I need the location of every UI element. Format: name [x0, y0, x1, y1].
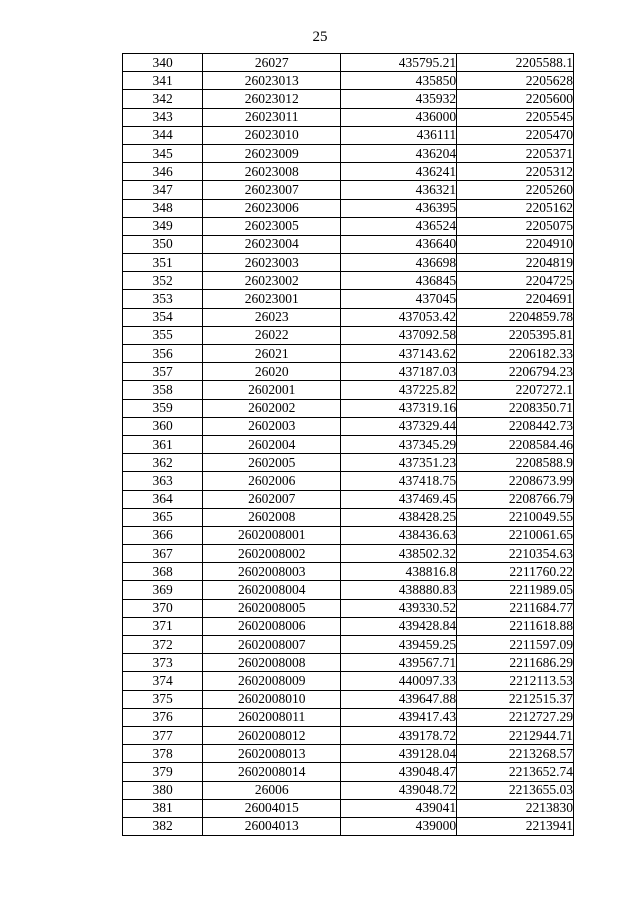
point-id-cell: 2602008003: [203, 563, 341, 581]
point-id-cell: 2602008006: [203, 617, 341, 635]
x-coordinate-cell: 439647.88: [341, 690, 457, 708]
point-id-cell: 26027: [203, 54, 341, 72]
x-coordinate-cell: 437225.82: [341, 381, 457, 399]
point-id-cell: 2602008002: [203, 545, 341, 563]
x-coordinate-cell: 436241: [341, 163, 457, 181]
table-row: [123, 144, 574, 162]
x-coordinate-cell: 439330.52: [341, 599, 457, 617]
point-id-cell: 26023003: [203, 254, 341, 272]
y-coordinate-cell: 2205545: [457, 108, 574, 126]
table-row: [123, 472, 574, 490]
y-coordinate-cell: 2208584.46: [457, 435, 574, 453]
y-coordinate-cell: 2210049.55: [457, 508, 574, 526]
x-coordinate-cell: 436111: [341, 126, 457, 144]
point-id-cell: 26023009: [203, 144, 341, 162]
point-id-cell: 2602008005: [203, 599, 341, 617]
x-coordinate-cell: 438502.32: [341, 545, 457, 563]
table-row: [123, 381, 574, 399]
row-number-cell: 357: [123, 363, 203, 381]
row-number-cell: 366: [123, 526, 203, 544]
x-coordinate-cell: 435932: [341, 90, 457, 108]
table-row: [123, 726, 574, 744]
point-id-cell: 26023: [203, 308, 341, 326]
y-coordinate-cell: 2208766.79: [457, 490, 574, 508]
row-number-cell: 382: [123, 817, 203, 835]
x-coordinate-cell: 436524: [341, 217, 457, 235]
y-coordinate-cell: 2205312: [457, 163, 574, 181]
y-coordinate-cell: 2212113.53: [457, 672, 574, 690]
table-row: [123, 617, 574, 635]
row-number-cell: 368: [123, 563, 203, 581]
x-coordinate-cell: 437319.16: [341, 399, 457, 417]
y-coordinate-cell: 2205371: [457, 144, 574, 162]
y-coordinate-cell: 2212727.29: [457, 708, 574, 726]
point-id-cell: 2602008008: [203, 654, 341, 672]
point-id-cell: 26023007: [203, 181, 341, 199]
table-row: [123, 672, 574, 690]
table-row: [123, 163, 574, 181]
row-number-cell: 349: [123, 217, 203, 235]
y-coordinate-cell: 2211684.77: [457, 599, 574, 617]
table-row: [123, 817, 574, 835]
row-number-cell: 372: [123, 636, 203, 654]
row-number-cell: 379: [123, 763, 203, 781]
row-number-cell: 341: [123, 72, 203, 90]
row-number-cell: 346: [123, 163, 203, 181]
y-coordinate-cell: 2204910: [457, 235, 574, 253]
row-number-cell: 377: [123, 726, 203, 744]
point-id-cell: 2602006: [203, 472, 341, 490]
point-id-cell: 26023012: [203, 90, 341, 108]
row-number-cell: 363: [123, 472, 203, 490]
table-row: [123, 654, 574, 672]
row-number-cell: 356: [123, 345, 203, 363]
page-number: 25: [312, 29, 328, 45]
table-row: [123, 181, 574, 199]
x-coordinate-cell: 439048.47: [341, 763, 457, 781]
row-number-cell: 347: [123, 181, 203, 199]
table-row: [123, 799, 574, 817]
y-coordinate-cell: 2205075: [457, 217, 574, 235]
y-coordinate-cell: 2205600: [457, 90, 574, 108]
coordinates-table-body: [123, 54, 574, 836]
x-coordinate-cell: 439041: [341, 799, 457, 817]
table-row: [123, 599, 574, 617]
x-coordinate-cell: 439178.72: [341, 726, 457, 744]
y-coordinate-cell: 2204859.78: [457, 308, 574, 326]
row-number-cell: 375: [123, 690, 203, 708]
table-row: [123, 308, 574, 326]
table-row: [123, 526, 574, 544]
table-row: [123, 90, 574, 108]
row-number-cell: 378: [123, 745, 203, 763]
y-coordinate-cell: 2205395.81: [457, 326, 574, 344]
y-coordinate-cell: 2213268.57: [457, 745, 574, 763]
x-coordinate-cell: 437345.29: [341, 435, 457, 453]
row-number-cell: 343: [123, 108, 203, 126]
y-coordinate-cell: 2208588.9: [457, 454, 574, 472]
row-number-cell: 371: [123, 617, 203, 635]
table-row: [123, 490, 574, 508]
table-row: [123, 745, 574, 763]
y-coordinate-cell: 2211597.09: [457, 636, 574, 654]
x-coordinate-cell: 439000: [341, 817, 457, 835]
x-coordinate-cell: 436845: [341, 272, 457, 290]
y-coordinate-cell: 2211989.05: [457, 581, 574, 599]
table-row: [123, 54, 574, 72]
x-coordinate-cell: 438428.25: [341, 508, 457, 526]
point-id-cell: 26023005: [203, 217, 341, 235]
x-coordinate-cell: 437053.42: [341, 308, 457, 326]
x-coordinate-cell: 439567.71: [341, 654, 457, 672]
row-number-cell: 364: [123, 490, 203, 508]
x-coordinate-cell: 439048.72: [341, 781, 457, 799]
row-number-cell: 350: [123, 235, 203, 253]
point-id-cell: 2602008011: [203, 708, 341, 726]
row-number-cell: 352: [123, 272, 203, 290]
point-id-cell: 2602008013: [203, 745, 341, 763]
x-coordinate-cell: 436698: [341, 254, 457, 272]
x-coordinate-cell: 436204: [341, 144, 457, 162]
point-id-cell: 26023010: [203, 126, 341, 144]
point-id-cell: 2602008014: [203, 763, 341, 781]
y-coordinate-cell: 2204819: [457, 254, 574, 272]
point-id-cell: 26023004: [203, 235, 341, 253]
table-row: [123, 454, 574, 472]
x-coordinate-cell: 435850: [341, 72, 457, 90]
x-coordinate-cell: 438880.83: [341, 581, 457, 599]
row-number-cell: 360: [123, 417, 203, 435]
y-coordinate-cell: 2211760.22: [457, 563, 574, 581]
table-row: [123, 326, 574, 344]
x-coordinate-cell: 437143.62: [341, 345, 457, 363]
point-id-cell: 26023006: [203, 199, 341, 217]
table-row: [123, 235, 574, 253]
point-id-cell: 2602008012: [203, 726, 341, 744]
row-number-cell: 362: [123, 454, 203, 472]
row-number-cell: 358: [123, 381, 203, 399]
y-coordinate-cell: 2213655.03: [457, 781, 574, 799]
row-number-cell: 348: [123, 199, 203, 217]
table-row: [123, 399, 574, 417]
row-number-cell: 359: [123, 399, 203, 417]
table-row: [123, 508, 574, 526]
row-number-cell: 353: [123, 290, 203, 308]
y-coordinate-cell: 2208442.73: [457, 417, 574, 435]
table-row: [123, 363, 574, 381]
coordinates-table: [122, 53, 574, 836]
x-coordinate-cell: 437045: [341, 290, 457, 308]
row-number-cell: 342: [123, 90, 203, 108]
y-coordinate-cell: 2206794.23: [457, 363, 574, 381]
y-coordinate-cell: 2207272.1: [457, 381, 574, 399]
row-number-cell: 354: [123, 308, 203, 326]
x-coordinate-cell: 437418.75: [341, 472, 457, 490]
table-row: [123, 435, 574, 453]
point-id-cell: 26023011: [203, 108, 341, 126]
y-coordinate-cell: 2205628: [457, 72, 574, 90]
table-row: [123, 290, 574, 308]
row-number-cell: 380: [123, 781, 203, 799]
point-id-cell: 26023002: [203, 272, 341, 290]
point-id-cell: 2602008009: [203, 672, 341, 690]
point-id-cell: 2602004: [203, 435, 341, 453]
table-row: [123, 545, 574, 563]
point-id-cell: 2602008010: [203, 690, 341, 708]
point-id-cell: 2602008004: [203, 581, 341, 599]
row-number-cell: 340: [123, 54, 203, 72]
y-coordinate-cell: 2213941: [457, 817, 574, 835]
point-id-cell: 2602003: [203, 417, 341, 435]
table-row: [123, 563, 574, 581]
y-coordinate-cell: 2205470: [457, 126, 574, 144]
y-coordinate-cell: 2206182.33: [457, 345, 574, 363]
point-id-cell: 26022: [203, 326, 341, 344]
row-number-cell: 373: [123, 654, 203, 672]
row-number-cell: 374: [123, 672, 203, 690]
y-coordinate-cell: 2205260: [457, 181, 574, 199]
row-number-cell: 369: [123, 581, 203, 599]
x-coordinate-cell: 437187.03: [341, 363, 457, 381]
point-id-cell: 2602007: [203, 490, 341, 508]
table-row: [123, 581, 574, 599]
row-number-cell: 355: [123, 326, 203, 344]
table-row: [123, 708, 574, 726]
y-coordinate-cell: 2212515.37: [457, 690, 574, 708]
x-coordinate-cell: 438436.63: [341, 526, 457, 544]
point-id-cell: 2602005: [203, 454, 341, 472]
row-number-cell: 381: [123, 799, 203, 817]
table-row: [123, 690, 574, 708]
y-coordinate-cell: 2205588.1: [457, 54, 574, 72]
table-row: [123, 636, 574, 654]
point-id-cell: 2602002: [203, 399, 341, 417]
table-row: [123, 72, 574, 90]
point-id-cell: 26020: [203, 363, 341, 381]
x-coordinate-cell: 439459.25: [341, 636, 457, 654]
table-row: [123, 417, 574, 435]
y-coordinate-cell: 2205162: [457, 199, 574, 217]
table-row: [123, 254, 574, 272]
row-number-cell: 344: [123, 126, 203, 144]
point-id-cell: 26004013: [203, 817, 341, 835]
point-id-cell: 26006: [203, 781, 341, 799]
x-coordinate-cell: 437329.44: [341, 417, 457, 435]
x-coordinate-cell: 440097.33: [341, 672, 457, 690]
row-number-cell: 367: [123, 545, 203, 563]
point-id-cell: 2602008007: [203, 636, 341, 654]
x-coordinate-cell: 439428.84: [341, 617, 457, 635]
x-coordinate-cell: 438816.8: [341, 563, 457, 581]
y-coordinate-cell: 2213652.74: [457, 763, 574, 781]
row-number-cell: 365: [123, 508, 203, 526]
y-coordinate-cell: 2211686.29: [457, 654, 574, 672]
y-coordinate-cell: 2204691: [457, 290, 574, 308]
x-coordinate-cell: 436395: [341, 199, 457, 217]
row-number-cell: 376: [123, 708, 203, 726]
x-coordinate-cell: 439417.43: [341, 708, 457, 726]
row-number-cell: 345: [123, 144, 203, 162]
point-id-cell: 2602008: [203, 508, 341, 526]
x-coordinate-cell: 436640: [341, 235, 457, 253]
point-id-cell: 26023001: [203, 290, 341, 308]
y-coordinate-cell: 2204725: [457, 272, 574, 290]
y-coordinate-cell: 2208673.99: [457, 472, 574, 490]
point-id-cell: 2602001: [203, 381, 341, 399]
table-row: [123, 763, 574, 781]
point-id-cell: 26023008: [203, 163, 341, 181]
table-row: [123, 272, 574, 290]
point-id-cell: 26004015: [203, 799, 341, 817]
y-coordinate-cell: 2213830: [457, 799, 574, 817]
table-row: [123, 199, 574, 217]
y-coordinate-cell: 2210061.65: [457, 526, 574, 544]
x-coordinate-cell: 437351.23: [341, 454, 457, 472]
table-row: [123, 781, 574, 799]
y-coordinate-cell: 2211618.88: [457, 617, 574, 635]
x-coordinate-cell: 439128.04: [341, 745, 457, 763]
row-number-cell: 361: [123, 435, 203, 453]
y-coordinate-cell: 2208350.71: [457, 399, 574, 417]
row-number-cell: 370: [123, 599, 203, 617]
row-number-cell: 351: [123, 254, 203, 272]
table-row: [123, 126, 574, 144]
point-id-cell: 26021: [203, 345, 341, 363]
point-id-cell: 26023013: [203, 72, 341, 90]
table-row: [123, 108, 574, 126]
x-coordinate-cell: 436000: [341, 108, 457, 126]
table-row: [123, 345, 574, 363]
x-coordinate-cell: 436321: [341, 181, 457, 199]
x-coordinate-cell: 437469.45: [341, 490, 457, 508]
x-coordinate-cell: 437092.58: [341, 326, 457, 344]
y-coordinate-cell: 2212944.71: [457, 726, 574, 744]
table-row: [123, 217, 574, 235]
y-coordinate-cell: 2210354.63: [457, 545, 574, 563]
x-coordinate-cell: 435795.21: [341, 54, 457, 72]
point-id-cell: 2602008001: [203, 526, 341, 544]
